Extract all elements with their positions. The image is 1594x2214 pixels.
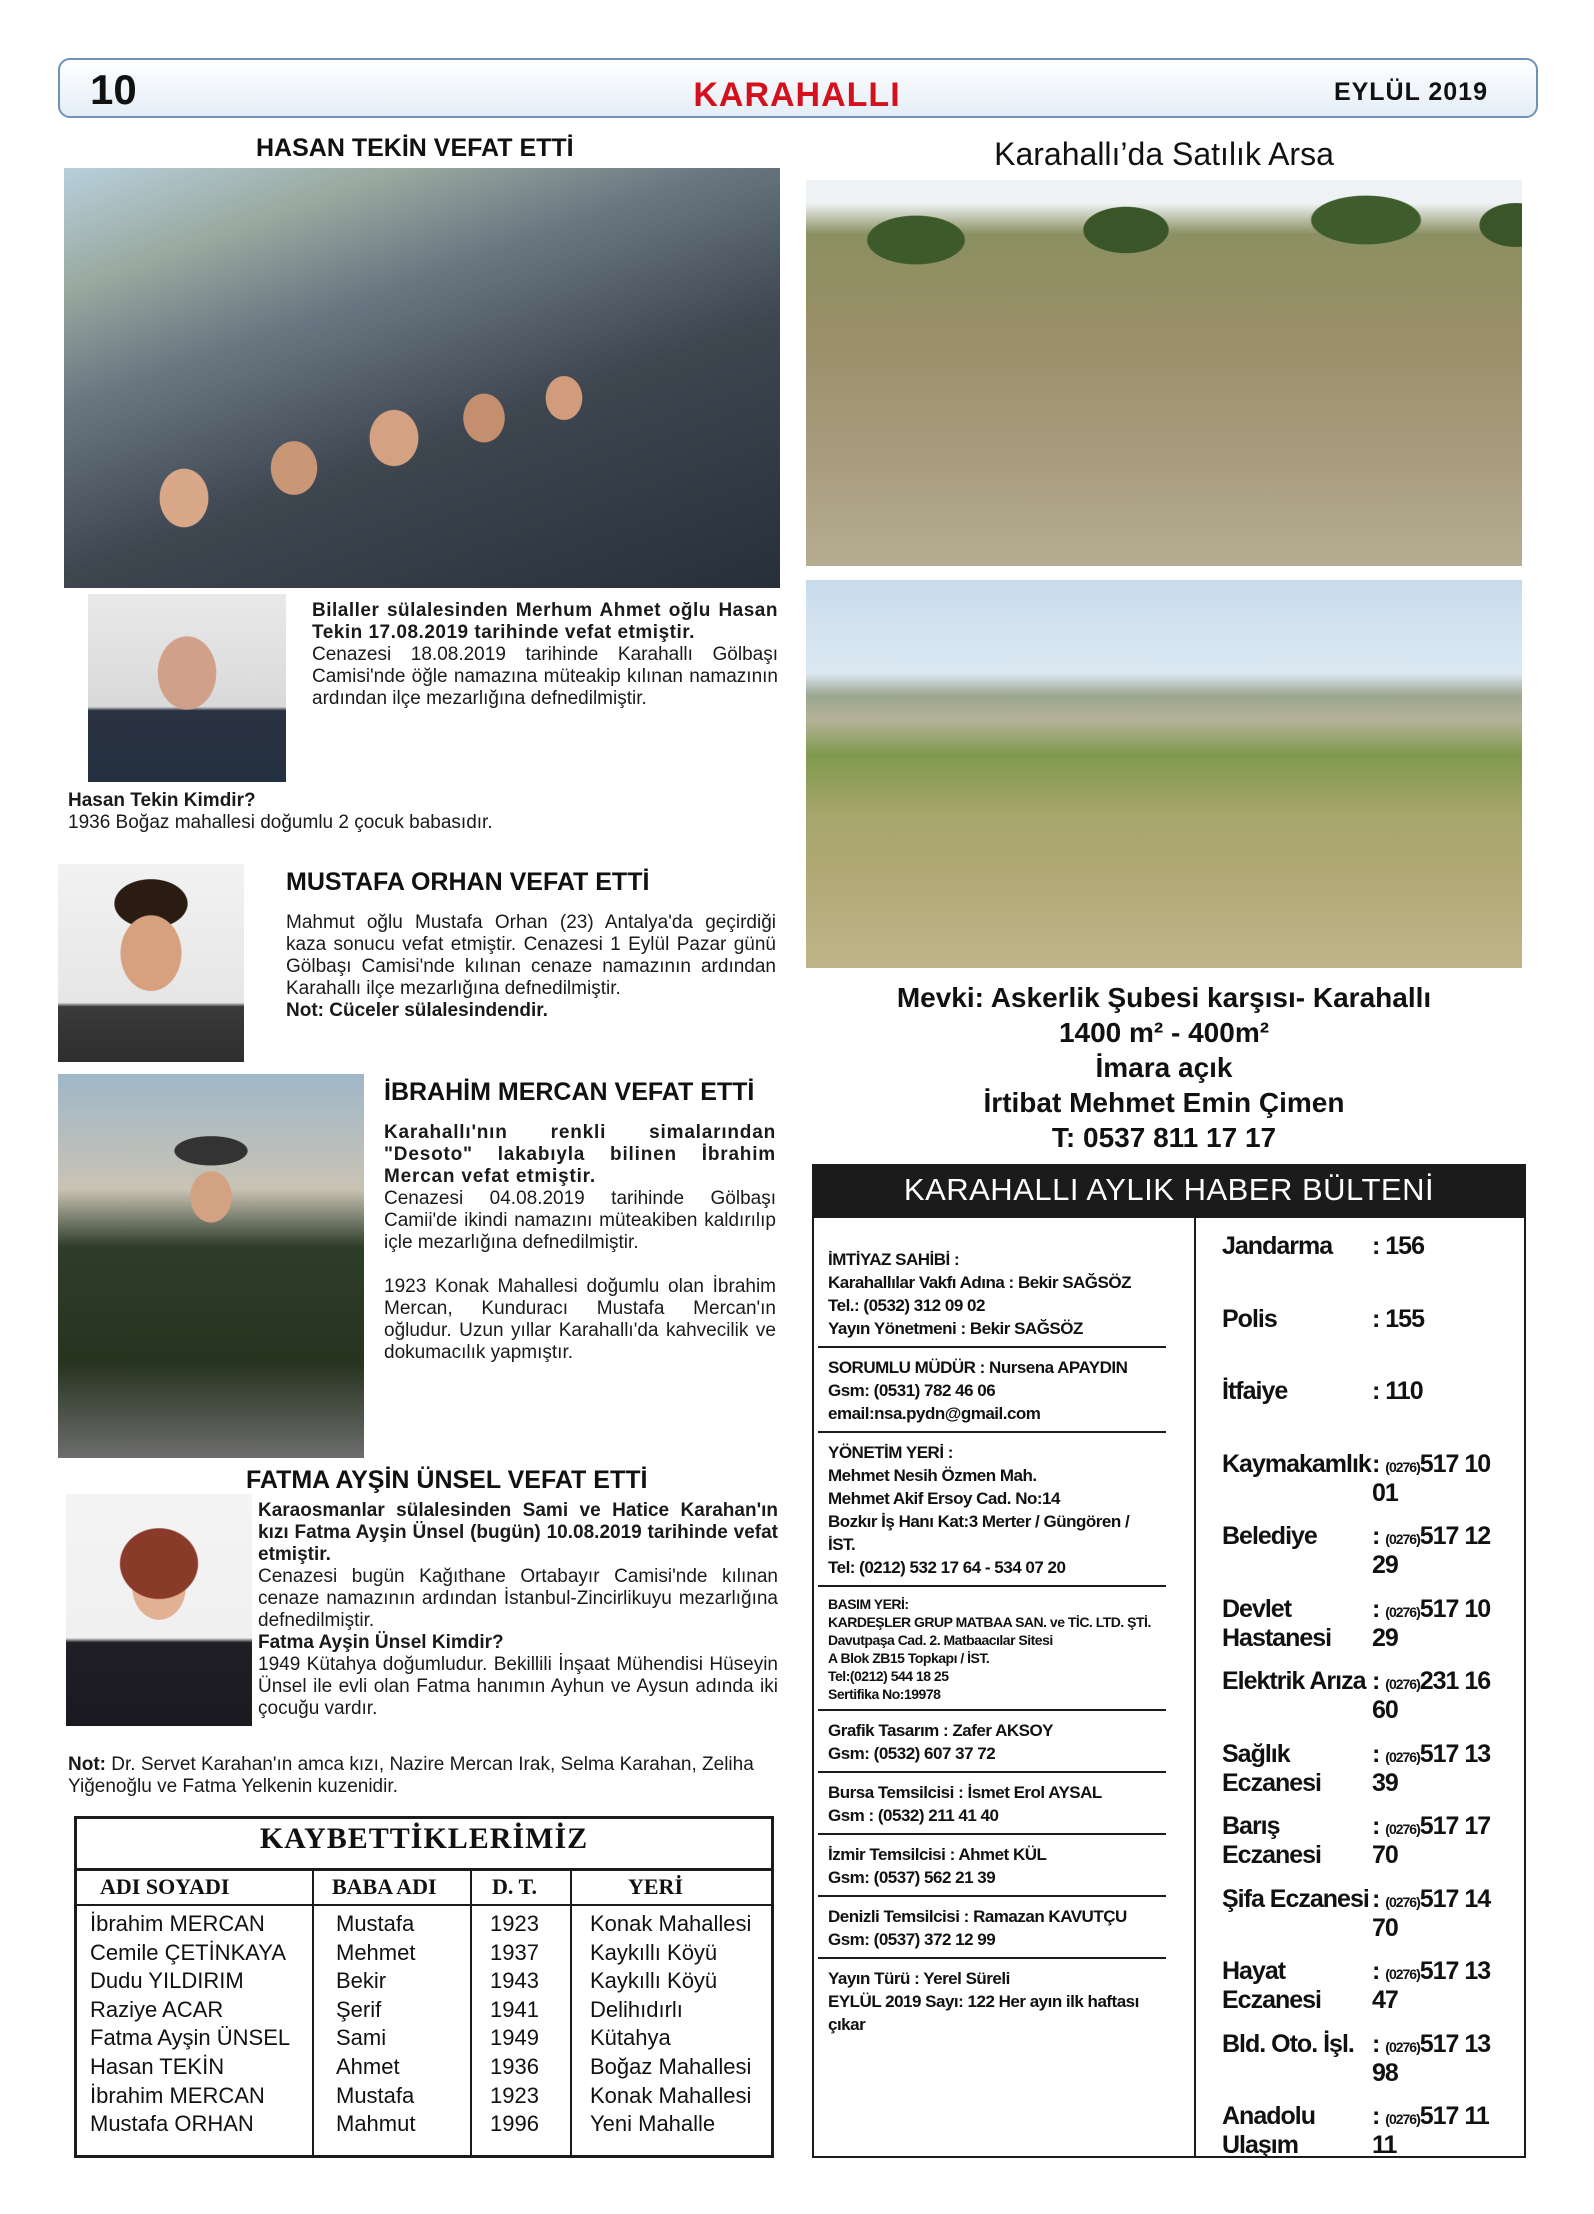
ibrahim-mercan-title: İBRAHİM MERCAN VEFAT ETTİ xyxy=(384,1078,755,1106)
fatma-unsel-note xyxy=(68,1754,778,1798)
table-cell: Fatma Ayşin ÜNSEL xyxy=(90,2025,291,2051)
list-item: Anadolu Ulaşım : (0276)517 11 11 xyxy=(1222,2102,1489,2159)
deceased-col-fathers xyxy=(336,1910,415,2139)
service-name: Jandarma xyxy=(1222,1232,1333,1260)
masthead-line: Gsm: (0532) 607 37 72 xyxy=(828,1744,996,1763)
phone-number: 231 16 60 xyxy=(1372,1667,1491,1724)
masthead-line: Mehmet Akif Ersoy Cad. No:14 xyxy=(828,1489,1060,1508)
masthead-line: İzmir Temsilcisi : Ahmet KÜL xyxy=(828,1845,1047,1864)
page-number: 10 xyxy=(90,66,137,113)
phone-number: 517 11 11 xyxy=(1372,2102,1489,2159)
bulletin-masthead xyxy=(818,1222,1166,2042)
fatma-unsel-note-text: Dr. Servet Karahan'ın amca kızı, Nazire Mercan Irak, Selma Karahan, Zeliha Yiğenoğlu ve Fatma Yelkenin kuzenidir. xyxy=(68,1754,754,1797)
phone-number: 517 17 70 xyxy=(1372,1812,1491,1869)
masthead-line: Karahallılar Vakfı Adına : Bekir SAĞSÖZ xyxy=(828,1273,1131,1292)
area-code: (0276) xyxy=(1385,1458,1420,1475)
table-cell: Mustafa ORHAN xyxy=(90,2111,254,2137)
masthead-line: Gsm: (0537) 372 12 99 xyxy=(828,1930,996,1949)
arsa-phone: T: 0537 811 17 17 xyxy=(1051,1122,1277,1153)
table-cell: 1936 xyxy=(490,2053,539,2079)
area-code: (0276) xyxy=(1385,2038,1420,2055)
phone-number: 517 12 29 xyxy=(1372,1522,1491,1579)
table-cell: Kaykıllı Köyü xyxy=(590,1968,718,1994)
ibrahim-mercan-lead: Karahallı'nın renkli simalarından "Desoto" lakabıyla bilinen İbrahim Mercan vefat etmiştir. xyxy=(384,1122,776,1187)
masthead-publication xyxy=(818,1959,1166,2042)
table-cell: Sami xyxy=(336,2025,387,2051)
ibrahim-mercan-text xyxy=(384,1122,776,1364)
service-name: Kaymakamlık xyxy=(1222,1449,1371,1478)
ibrahim-mercan-body1: Cenazesi 04.08.2019 tarihinde Gölbaşı Camii'de ikindi namazını müteakiben kaldırılıp içle mezarlığına defnedilmiştir. xyxy=(384,1188,776,1253)
table-cell: Şerif xyxy=(336,1996,382,2022)
deceased-header-birth-year: D. T. xyxy=(492,1874,538,1899)
bulletin-column-divider xyxy=(1194,1216,1196,2158)
masthead-printer xyxy=(818,1587,1166,1711)
table-cell: Ahmet xyxy=(336,2053,400,2079)
table-cell: Mahmut xyxy=(336,2111,416,2137)
list-item: Şifa Eczanesi : (0276)517 14 70 xyxy=(1222,1884,1491,1942)
list-item: Barış Eczanesi : (0276)517 17 70 xyxy=(1222,1812,1491,1869)
masthead-line: Tel:(0212) 544 18 25 xyxy=(828,1668,949,1684)
hasan-tekin-text xyxy=(312,600,778,710)
table-cell: 1923 xyxy=(490,1911,539,1936)
arsa-details xyxy=(806,980,1522,1155)
masthead-line: EYLÜL 2019 Sayı: 122 Her ayın ilk haftası çıkar xyxy=(828,1992,1139,2034)
masthead-denizli xyxy=(818,1897,1166,1959)
issue-date: EYLÜL 2019 xyxy=(1333,78,1488,106)
area-code: (0276) xyxy=(1385,1748,1420,1765)
table-cell: İbrahim MERCAN xyxy=(90,1911,265,1936)
list-item xyxy=(1222,1305,1512,1378)
service-name: Belediye xyxy=(1222,1522,1317,1550)
masthead-line: Gsm: (0531) 782 46 06 xyxy=(828,1381,996,1400)
area-code: (0276) xyxy=(1385,1676,1420,1692)
arsa-title: Karahallı’da Satılık Arsa xyxy=(994,136,1334,172)
phone-number: 517 14 70 xyxy=(1372,1884,1491,1942)
table-cell: Kaykıllı Köyü xyxy=(590,1939,718,1965)
list-item xyxy=(1222,1232,1512,1305)
table-cell: İbrahim MERCAN xyxy=(90,2082,265,2108)
masthead-line: YÖNETİM YERİ : xyxy=(828,1443,953,1462)
service-name: Bld. Oto. İşl. xyxy=(1222,2029,1354,2058)
table-cell: 1937 xyxy=(490,1939,539,1965)
masthead-line: İMTİYAZ SAHİBİ : xyxy=(828,1250,960,1269)
table-cell: Hasan TEKİN xyxy=(90,2053,225,2079)
hasan-tekin-portrait xyxy=(88,594,286,782)
deceased-header-place: YERİ xyxy=(628,1874,684,1899)
table-cell: Raziye ACAR xyxy=(90,1996,224,2022)
masthead-line: Sertifika No:19978 xyxy=(828,1686,941,1702)
fatma-unsel-kimdir-answer: 1949 Kütahya doğumludur. Bekillili İnşaat Mühendisi Hüseyin Ünsel ile evli olan Fatma hanımın Ayhun ve Aysun adında iki çocuğu vardır. xyxy=(258,1654,778,1719)
masthead-line: BASIM YERİ: xyxy=(828,1596,909,1612)
table-cell: 1943 xyxy=(490,1968,539,1994)
masthead-line: Gsm : (0532) 211 41 40 xyxy=(828,1806,999,1825)
table-cell: 1996 xyxy=(490,2111,539,2137)
table-cell: Boğaz Mahallesi xyxy=(590,2053,752,2079)
phone-number: 517 10 01 xyxy=(1372,1449,1491,1507)
masthead-line: Bozkır İş Hanı Kat:3 Merter / Güngören / İST. xyxy=(828,1512,1130,1554)
masthead-line: Bursa Temsilcisi : İsmet Erol AYSAL xyxy=(828,1783,1102,1802)
deceased-col-years xyxy=(490,1910,539,2139)
table-cell: 1949 xyxy=(490,2025,539,2051)
masthead-line: Tel: (0212) 532 17 64 - 534 07 20 xyxy=(828,1558,1066,1577)
masthead-line: Yayın Yönetmeni : Bekir SAĞSÖZ xyxy=(828,1319,1083,1338)
fatma-unsel-kimdir-question: Fatma Ayşin Ünsel Kimdir? xyxy=(258,1632,504,1653)
masthead-line: SORUMLU MÜDÜR : Nursena APAYDIN xyxy=(828,1358,1128,1377)
masthead-line: Tel.: (0532) 312 09 02 xyxy=(828,1296,985,1315)
list-item: Sağlık Eczanesi : (0276)517 13 39 xyxy=(1222,1739,1491,1797)
deceased-title-divider xyxy=(74,1868,774,1871)
table-cell: Cemile ÇETİNKAYA xyxy=(90,1939,287,1965)
ibrahim-mercan-portrait xyxy=(58,1074,364,1458)
masthead-line: Denizli Temsilcisi : Ramazan KAVUTÇU xyxy=(828,1907,1127,1926)
deceased-header-name: ADI SOYADI xyxy=(100,1874,230,1899)
phone-number: : 155 xyxy=(1372,1304,1424,1333)
emergency-numbers xyxy=(1222,1232,1512,2175)
service-name: Şifa Eczanesi xyxy=(1222,1884,1369,1913)
fatma-unsel-note-label: Not: xyxy=(68,1754,106,1775)
deceased-col-places xyxy=(590,1910,751,2139)
mustafa-orhan-body: Mahmut oğlu Mustafa Orhan (23) Antalya'da geçirdiği kaza sonucu vefat etmiştir. Cenazesi 1 Eylül Pazar günü Gölbaşı Camisi'nde kılınan cenaze namazının ardından Karahallı ilçe mezarlığına defnedilmiştir. xyxy=(286,912,776,999)
phone-number: 517 10 29 xyxy=(1372,1594,1491,1652)
table-cell: Kütahya xyxy=(590,2025,671,2051)
masthead-line: Gsm: (0537) 562 21 39 xyxy=(828,1868,996,1887)
area-code: (0276) xyxy=(1385,1531,1420,1547)
deceased-col-divider xyxy=(470,1870,472,2158)
table-cell: Mustafa xyxy=(336,1911,415,1936)
table-cell: 1923 xyxy=(490,2082,539,2108)
table-cell: Dudu YILDIRIM xyxy=(90,1968,244,1994)
arsa-area: 1400 m² - 400m² xyxy=(1058,1017,1270,1048)
list-item: Elektrik Arıza : (0276)231 16 60 xyxy=(1222,1667,1491,1724)
list-item: Bld. Oto. İşl. : (0276)517 13 98 xyxy=(1222,2029,1491,2087)
fatma-unsel-body: Cenazesi bugün Kağıthane Ortabayır Camisi'nde kılınan cenaze namazının ardından İstanbul-Zincirlikuyu mezarlığına defnedilmiştir. xyxy=(258,1566,778,1631)
area-code: (0276) xyxy=(1385,2111,1420,2127)
list-item: Devlet Hastanesi : (0276)517 10 29 xyxy=(1222,1594,1491,1652)
table-cell: Bekir xyxy=(336,1968,387,1994)
newspaper-name: KARAHALLI xyxy=(693,76,901,114)
mustafa-orhan-portrait xyxy=(58,864,244,1062)
funeral-crowd-photo xyxy=(64,168,780,588)
phone-number: 517 13 39 xyxy=(1372,1739,1491,1797)
land-photo-2 xyxy=(806,580,1522,968)
phone-number: 517 13 47 xyxy=(1372,1957,1491,2014)
masthead-line: A Blok ZB15 Topkapı / İST. xyxy=(828,1650,990,1666)
masthead-graphic-design xyxy=(818,1711,1166,1773)
service-name: Anadolu Ulaşım xyxy=(1222,2102,1315,2159)
table-cell: Mustafa xyxy=(336,2082,415,2108)
hasan-tekin-title: HASAN TEKİN VEFAT ETTİ xyxy=(256,134,574,162)
fatma-unsel-text xyxy=(258,1500,778,1720)
masthead-bursa xyxy=(818,1773,1166,1835)
list-item: Belediye : (0276)517 12 29 xyxy=(1222,1522,1491,1579)
table-cell: Yeni Mahalle xyxy=(590,2111,716,2137)
table-cell: Delihıdırlı xyxy=(590,1996,683,2022)
area-code: (0276) xyxy=(1385,1821,1420,1837)
masthead-line: Grafik Tasarım : Zafer AKSOY xyxy=(828,1721,1054,1740)
deceased-col-divider xyxy=(570,1870,572,2158)
masthead-line: Mehmet Nesih Özmen Mah. xyxy=(828,1466,1037,1485)
phone-number: : 156 xyxy=(1372,1232,1424,1260)
service-name: İtfaiye xyxy=(1222,1377,1288,1405)
bulletin-title: KARAHALLI AYLIK HABER BÜLTENİ xyxy=(812,1164,1526,1216)
phone-number: 517 13 98 xyxy=(1372,2029,1491,2087)
service-name: Hayat Eczanesi xyxy=(1222,1957,1322,2014)
masthead-line: Davutpaşa Cad. 2. Matbaacılar Sitesi xyxy=(828,1632,1053,1648)
ibrahim-mercan-body2: 1923 Konak Mahallesi doğumlu olan İbrahim Mercan, Kunduracı Mustafa Mercan'ın oğludur. Uzun yıllar Karahallı'da kahvecilik ve dokumacılık yapmıştır. xyxy=(384,1276,776,1363)
masthead-izmir xyxy=(818,1835,1166,1897)
hasan-tekin-kimdir-answer: 1936 Boğaz mahallesi doğumlu 2 çocuk babasıdır. xyxy=(68,812,493,833)
table-cell: Konak Mahallesi xyxy=(590,2082,752,2108)
area-code: (0276) xyxy=(1385,1893,1420,1910)
hasan-tekin-body: Cenazesi 18.08.2019 tarihinde Karahallı Gölbaşı Camisi'nde öğle namazına müteakip kılınan namazının ardından ilçe mezarlığına defnedilmiştir. xyxy=(312,644,778,709)
deceased-header-father: BABA ADI xyxy=(332,1874,437,1899)
masthead-line: Yayın Türü : Yerel Süreli xyxy=(828,1969,1010,1988)
phone-number: : 110 xyxy=(1372,1377,1423,1405)
deceased-col-names xyxy=(90,1910,290,2139)
deceased-table-title: KAYBETTİKLERİMİZ xyxy=(259,1822,589,1855)
table-cell: Konak Mahallesi xyxy=(590,1911,752,1936)
table-cell: 1941 xyxy=(490,1996,539,2022)
table-cell: Mehmet xyxy=(336,1939,416,1965)
list-item: Hayat Eczanesi : (0276)517 13 47 xyxy=(1222,1957,1491,2014)
hasan-tekin-kimdir xyxy=(68,790,788,834)
service-name: Barış Eczanesi xyxy=(1222,1812,1322,1869)
land-photo-1 xyxy=(806,180,1522,566)
service-name: Polis xyxy=(1222,1304,1277,1333)
arsa-zoning: İmara açık xyxy=(1095,1052,1233,1083)
mustafa-orhan-note: Not: Cüceler sülalesindendir. xyxy=(286,1000,548,1021)
hasan-tekin-lead: Bilaller sülalesinden Merhum Ahmet oğlu Hasan Tekin 17.08.2019 tarihinde vefat etmiştir. xyxy=(312,600,778,643)
fatma-unsel-portrait xyxy=(66,1494,252,1726)
fatma-unsel-lead: Karaosmanlar sülalesinden Sami ve Hatice Karahan'ın kızı Fatma Ayşin Ünsel (bugün) 10.08.2019 tarihinde vefat etmiştir. xyxy=(258,1500,778,1565)
service-name: Sağlık Eczanesi xyxy=(1222,1739,1322,1797)
hasan-tekin-kimdir-question: Hasan Tekin Kimdir? xyxy=(68,790,256,811)
area-code: (0276) xyxy=(1385,1603,1420,1620)
list-item: Kaymakamlık : (0276)517 10 01 xyxy=(1222,1449,1491,1507)
masthead-line: KARDEŞLER GRUP MATBAA SAN. ve TİC. LTD. ŞTİ. xyxy=(828,1614,1151,1630)
fatma-unsel-title: FATMA AYŞİN ÜNSEL VEFAT ETTİ xyxy=(246,1466,648,1494)
deceased-col-divider xyxy=(312,1870,314,2158)
mustafa-orhan-text xyxy=(286,912,776,1022)
masthead-office xyxy=(818,1433,1166,1587)
masthead-owner xyxy=(818,1222,1166,1348)
arsa-contact: İrtibat Mehmet Emin Çimen xyxy=(983,1087,1345,1118)
service-name: Elektrik Arıza xyxy=(1222,1667,1366,1695)
masthead-editor xyxy=(818,1348,1166,1433)
arsa-location: Mevki: Askerlik Şubesi karşısı- Karahallı xyxy=(896,982,1432,1013)
area-code: (0276) xyxy=(1385,1966,1420,1982)
list-item xyxy=(1222,1377,1512,1450)
service-name: Devlet Hastanesi xyxy=(1222,1594,1332,1652)
mustafa-orhan-title: MUSTAFA ORHAN VEFAT ETTİ xyxy=(286,868,650,896)
masthead-line: email:nsa.pydn@gmail.com xyxy=(828,1404,1041,1423)
deceased-header-divider xyxy=(74,1904,774,1906)
